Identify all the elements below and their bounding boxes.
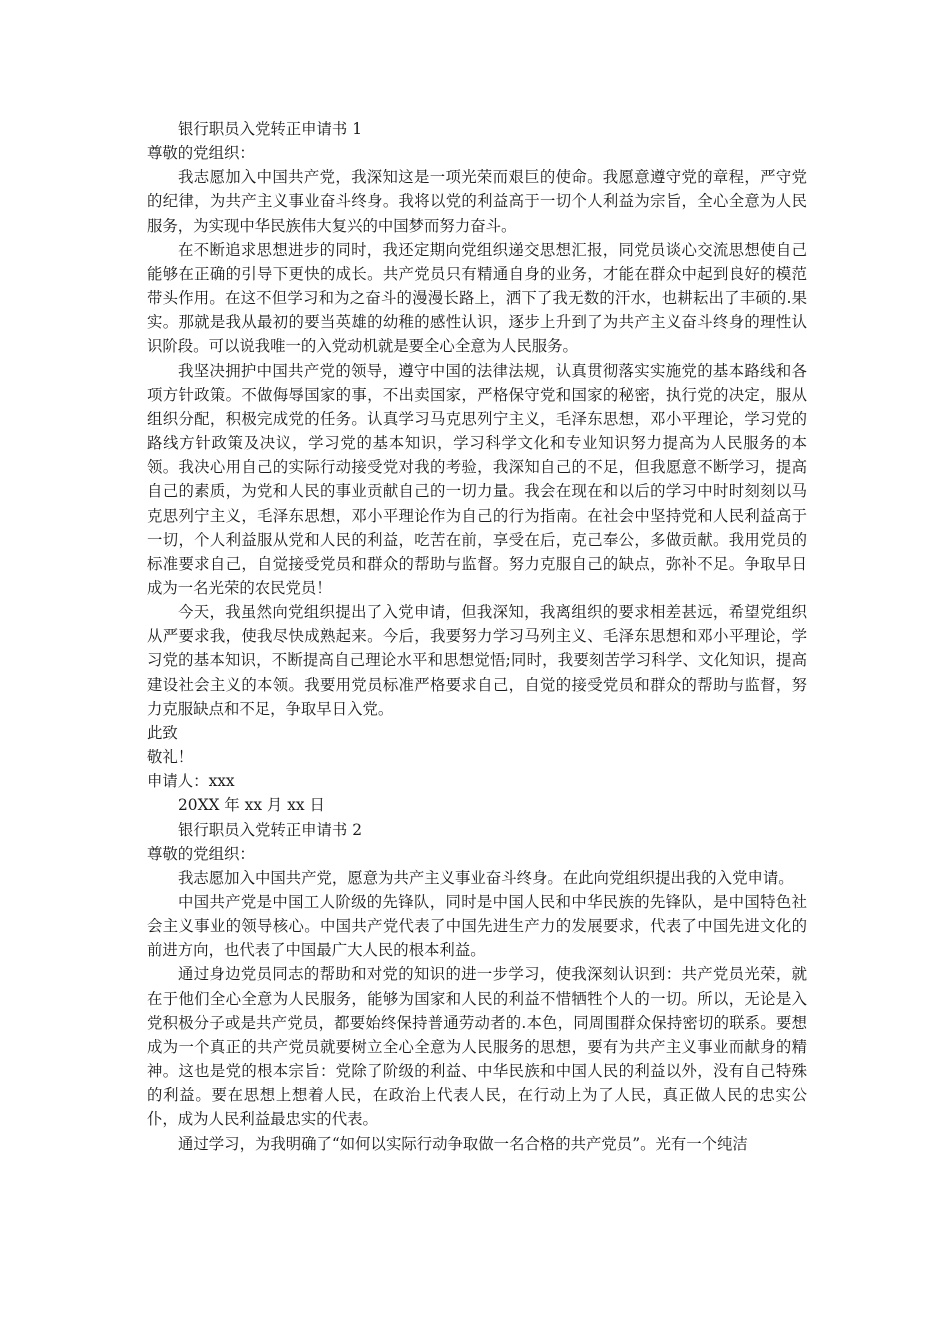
letter-1-paragraph-2: 在不断追求思想进步的同时，我还定期向党组织递交思想汇报，同党员谈心交流思想使自己能够在正确的引导下更快的成长。共产党员只有精通自身的业务，才能在群众中起到良好的模范带头作用。在这不但学习和为之奋斗的漫漫长路上，洒下了我无数的汗水，也耕耘出了丰硕的.果实。那就是我从最初的要当英雄的幼稚的感性认识，逐步上升到了为共产主义奋斗终身的理性认识阶段。可以说我唯一的入党动机就是要全心全意为人民服务。	[147, 240, 807, 356]
letter-2-paragraph-3: 通过身边党员同志的帮助和对党的知识的进一步学习，使我深刻认识到：共产党员光荣，就在于他们全心全意为人民服务，能够为国家和人民的利益不惜牺牲个人的一切。所以，无论是入党积极分子或是共产党员，都要始终保持普通劳动者的.本色，同周围群众保持密切的联系。要想成为一个真正的共产党员就要树立全心全意为人民服务的思想，要有为共产主义事业而献身的精神。这也是党的根本宗旨：党除了阶级的利益、中华民族和中国人民的利益以外，没有自己特殊的利益。要在思想上想着人民，在政治上代表人民，在行动上为了人民，真正做人民的忠实公仆，成为人民利益最忠实的代表。	[147, 965, 807, 1129]
letter-1-applicant: 申请人：xxx	[147, 772, 235, 791]
document-body	[147, 117, 807, 1156]
letter-2-title: 银行职员入党转正申请书 2	[178, 820, 362, 839]
letter-1-paragraph-4: 今天，我虽然向党组织提出了入党申请，但我深知，我离组织的要求相差甚远，希望党组织从严要求我，使我尽快成熟起来。今后，我要努力学习马列主义、毛泽东思想和邓小平理论，学习党的基本知识，不断提高自己理论水平和思想觉悟;同时，我要刻苦学习科学、文化知识，提高建设社会主义的本领。我要用党员标准严格要求自己，自觉的接受党员和群众的帮助与监督，努力克服缺点和不足，争取早日入党。	[147, 603, 807, 718]
letter-2-paragraph-4: 通过学习，为我明确了“如何以实际行动争取做一名合格的共产党员”。光有一个纯洁	[178, 1134, 748, 1153]
letter-2-paragraph-2: 中国共产党是中国工人阶级的先锋队，同时是中国人民和中华民族的先锋队，是中国特色社会主义事业的领导核心。中国共产党代表了中国先进生产力的发展要求，代表了中国先进文化的前进方向，也代表了中国最广大人民的根本利益。	[147, 893, 807, 960]
letter-1-paragraph-3: 我坚决拥护中国共产党的领导，遵守中国的法律法规，认真贯彻落实实施党的基本路线和各项方针政策。不做侮辱国家的事，不出卖国家，严格保守党和国家的秘密，执行党的决定，服从组织分配，积极完成党的任务。认真学习马克思列宁主义，毛泽东思想，邓小平理论，学习党的路线方针政策及决议，学习党的基本知识，学习科学文化和专业知识努力提高为人民服务的本领。我决心用自己的实际行动接受党对我的考验，我深知自己的不足，但我愿意不断学习，提高自己的素质，为党和人民的事业贡献自己的一切力量。我会在现在和以后的学习中时时刻刻以马克思列宁主义，毛泽东思想，邓小平理论作为自己的行为指南。在社会中坚持党和人民利益高于一切，个人利益服从党和人民的利益，吃苦在前，享受在后，克己奉公，多做贡献。我用党员的标准要求自己，自觉接受党员和群众的帮助与监督。努力克服自己的缺点，弥补不足。争取早日成为一名光荣的农民党员！	[147, 361, 807, 597]
letter-1-title: 银行职员入党转正申请书 1	[178, 120, 362, 138]
letter-1-closing-jing-li: 敬礼！	[147, 748, 194, 767]
letter-1-date: 20XX 年 xx 月 xx 日	[178, 796, 325, 815]
letter-2-salutation: 尊敬的党组织：	[147, 844, 255, 863]
letter-1-salutation: 尊敬的党组织：	[147, 144, 255, 163]
letter-1-closing-ci-zhi: 此致	[147, 723, 178, 742]
letter-2-paragraph-1: 我志愿加入中国共产党，愿意为共产主义事业奋斗终身。在此向党组织提出我的入党申请。	[178, 868, 794, 887]
letter-1-paragraph-1: 我志愿加入中国共产党，我深知这是一项光荣而艰巨的使命。我愿意遵守党的章程，严守党的纪律，为共产主义事业奋斗终身。我将以党的利益高于一切个人利益为宗旨，全心全意为人民服务，为实现中华民族伟大复兴的中国梦而努力奋斗。	[147, 168, 807, 235]
